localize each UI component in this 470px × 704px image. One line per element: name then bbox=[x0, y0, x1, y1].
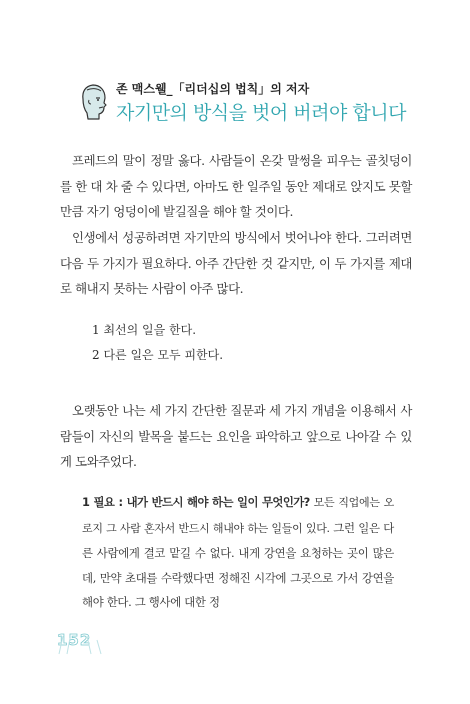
page-corner-decoration-icon bbox=[57, 632, 105, 656]
list-item-1: 1 최선의 일을 한다. bbox=[92, 323, 197, 337]
author-face-icon bbox=[79, 82, 109, 122]
body-paragraph-1: 프레드의 말이 정말 옳다. 사람들이 온갖 말썽을 피우는 골칫덩이를 한 대 차 줄 수 있다면, 아마도 한 일주일 동안 제대로 앉지도 못할 만큼 자기 엉덩이에 발길질을 해야 할 것이다. bbox=[60, 153, 412, 219]
body-paragraph-2: 인생에서 성공하려면 자기만의 방식에서 벗어나야 한다. 그러려면 다음 두 가지가 필요하다. 아주 간단한 것 같지만, 이 두 가지를 제대로 해내지 못하는 사람이 아주 많다. bbox=[60, 230, 412, 296]
body-paragraph-3: 오랫동안 나는 세 가지 간단한 질문과 세 가지 개념을 이용해서 사람들이 자신의 발목을 붙드는 요인을 파악하고 앞으로 나아갈 수 있게 도와주었다. bbox=[60, 403, 412, 469]
key-point-block bbox=[82, 490, 394, 615]
key-point-label: 1 필요 : 내가 반드시 해야 하는 일이 무엇인가? bbox=[82, 495, 310, 509]
chapter-header bbox=[79, 74, 439, 130]
chapter-title: 자기만의 방식을 벗어 버려야 합니다 bbox=[116, 102, 406, 124]
list-item-2: 2 다른 일은 모두 피한다. bbox=[92, 348, 224, 362]
numbered-list bbox=[92, 318, 223, 368]
key-point-text-sans: 모든 직업에는 오로지 그 사람 혼자서 반드시 해내야 하는 일들이 있다. bbox=[82, 496, 394, 535]
key-point-text-serif: 그런 일은 다른 사람에게 결코 맡길 수 없다. 내게 강연을 요청하는 곳이 많은데, 만약 초대를 수락했다면 정해진 시각에 그곳으로 가서 강연을 해야 한다. 그 행사에 대한 정 bbox=[82, 520, 394, 609]
chapter-author-line: 존 맥스웰_「리더십의 법칙」의 저자 bbox=[116, 82, 310, 96]
page-number: 152 bbox=[57, 631, 92, 649]
